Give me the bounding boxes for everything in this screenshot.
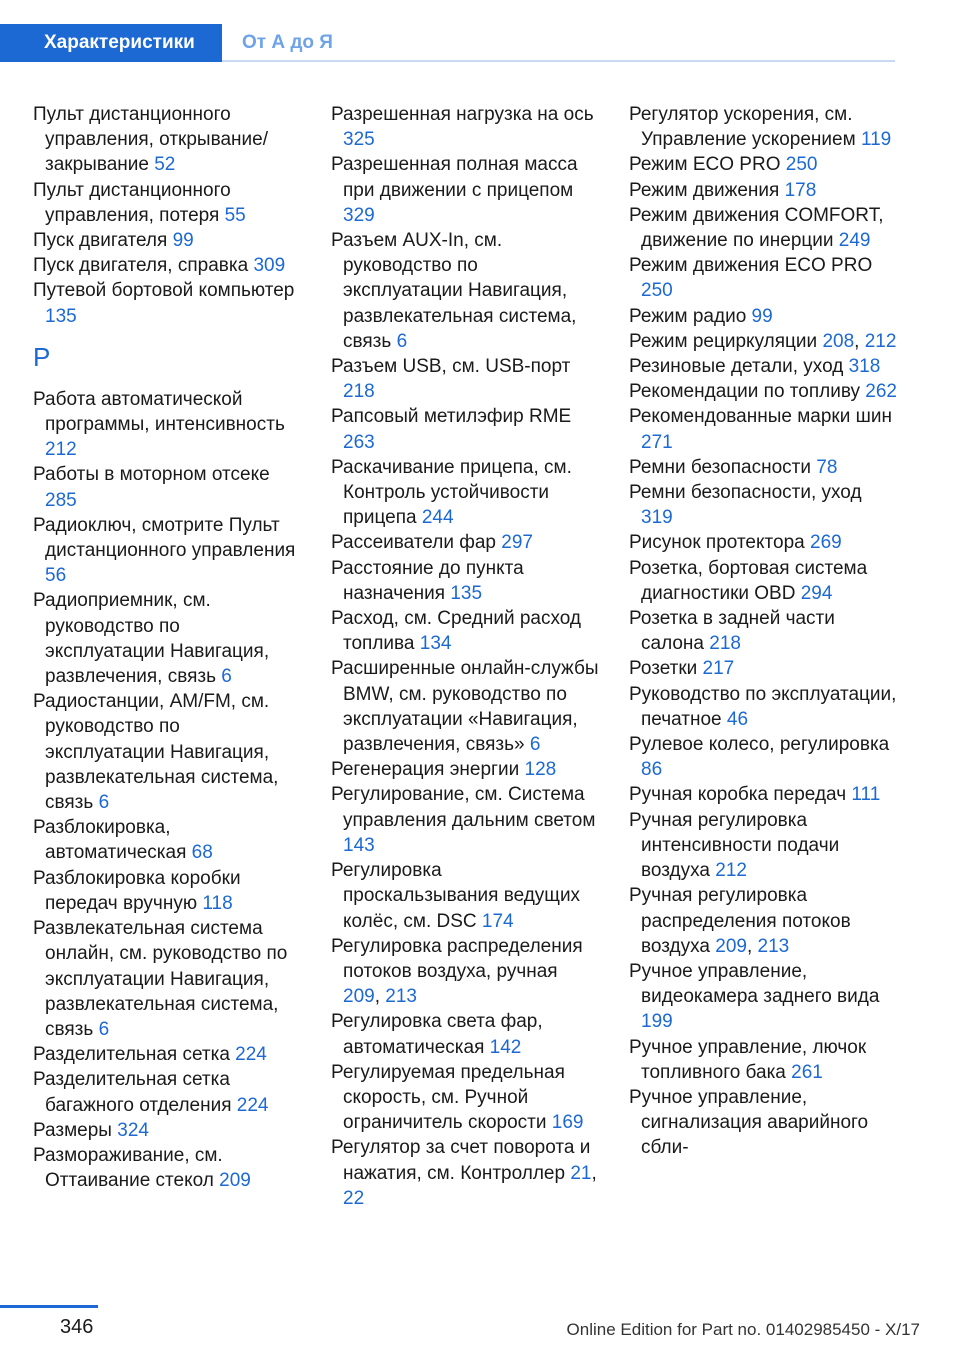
entry-text: Рапсовый метилэфир RME bbox=[331, 406, 572, 428]
footer-rule bbox=[0, 1305, 98, 1308]
index-entry bbox=[629, 1085, 897, 1161]
index-entry bbox=[629, 732, 897, 782]
index-entry bbox=[33, 178, 301, 228]
entry-text: Рассеиватели фар bbox=[331, 532, 496, 554]
index-entry bbox=[331, 606, 599, 656]
page-link[interactable]: 261 bbox=[791, 1061, 823, 1083]
index-entry bbox=[629, 1035, 897, 1085]
page-link[interactable]: 209 bbox=[343, 986, 375, 1008]
entry-text: Пуск двигателя, справка bbox=[33, 255, 249, 277]
entry-text: Работа автоматической программы, интенсивность bbox=[33, 388, 285, 436]
entry-text: Ручная регулировка интенсивности подачи воздуха bbox=[629, 809, 840, 882]
entry-text: Регулировка света фар, автоматическая bbox=[331, 1011, 543, 1058]
entry-text: Пульт дистанционного управления, открывание/закрывание bbox=[33, 104, 268, 176]
index-entry bbox=[629, 808, 897, 884]
page-link[interactable]: 128 bbox=[524, 759, 557, 781]
page-link[interactable]: 218 bbox=[709, 633, 741, 655]
page-link[interactable]: 118 bbox=[202, 892, 233, 914]
index-entry bbox=[33, 102, 301, 178]
page-link[interactable]: 319 bbox=[641, 507, 673, 529]
index-entry bbox=[331, 228, 599, 354]
page-link[interactable]: 6 bbox=[98, 792, 110, 814]
page-link[interactable]: 199 bbox=[641, 1011, 673, 1033]
index-column-1 bbox=[33, 102, 301, 1193]
page-link[interactable]: 68 bbox=[191, 842, 213, 864]
index-entry bbox=[629, 102, 897, 152]
page-link[interactable]: 297 bbox=[501, 532, 533, 554]
entry-text: Размораживание, см. Оттаивание стекол bbox=[33, 1144, 223, 1192]
entry-text: Расширенные онлайн-службы BMW, см. руководство по эксплуатации «Навигация, развлечения, связь» bbox=[331, 658, 599, 756]
page-link[interactable]: 134 bbox=[419, 633, 452, 655]
page-number: 346 bbox=[60, 1316, 94, 1338]
index-entry bbox=[629, 354, 897, 379]
index-entry bbox=[33, 916, 301, 1042]
page-link[interactable]: 135 bbox=[450, 582, 483, 604]
page-link[interactable]: 6 bbox=[529, 734, 541, 756]
entry-text: Рисунок протектора bbox=[629, 532, 805, 554]
entry-text: Розетка, бортовая система диагностики OBD bbox=[629, 557, 868, 604]
index-entry bbox=[629, 404, 897, 454]
index-entry bbox=[331, 782, 599, 858]
entry-text: Пульт дистанционного управления, потеря bbox=[33, 179, 231, 226]
entry-text: Разделительная сетка багажного отделения bbox=[33, 1069, 232, 1116]
page-link[interactable]: 55 bbox=[224, 204, 246, 226]
entry-text: Пуск двигателя bbox=[33, 230, 168, 252]
page-link[interactable]: 6 bbox=[221, 666, 232, 688]
index-column-3 bbox=[629, 102, 897, 1161]
page-link[interactable]: 78 bbox=[816, 456, 838, 478]
index-entry bbox=[33, 387, 301, 463]
index-entry bbox=[33, 462, 301, 512]
index-entry bbox=[331, 757, 599, 782]
page-link[interactable]: 212 bbox=[864, 330, 897, 352]
index-entry bbox=[629, 203, 897, 253]
page-link[interactable]: 6 bbox=[98, 1018, 110, 1040]
index-entry: Ручная регулировка распределения потоков воздуха 209, 213 bbox=[629, 885, 851, 957]
page-link[interactable]: 213 bbox=[385, 986, 417, 1008]
index-entry bbox=[629, 959, 897, 1035]
page-link[interactable]: 212 bbox=[715, 860, 747, 882]
page-link[interactable]: 142 bbox=[489, 1036, 522, 1058]
index-entry bbox=[33, 228, 301, 253]
page-link[interactable]: 174 bbox=[481, 910, 514, 932]
index-entry bbox=[33, 1042, 301, 1067]
entry-text: Регулирование, см. Система управления дальним светом bbox=[331, 784, 596, 831]
index-entry bbox=[33, 588, 301, 689]
index-entry bbox=[629, 656, 897, 681]
index-entry bbox=[629, 379, 897, 404]
entry-text: Разблокировка коробки передач вручную bbox=[33, 867, 241, 914]
page-link[interactable]: 224 bbox=[235, 1044, 267, 1066]
page-link[interactable]: 250 bbox=[785, 154, 818, 176]
entry-text: Работы в моторном отсеке bbox=[33, 464, 270, 486]
entry-text: Режим движения bbox=[629, 179, 780, 201]
index-entry bbox=[629, 178, 897, 203]
index-entry bbox=[331, 656, 599, 757]
entry-text: Разрешенная полная масса при движении с прицепом bbox=[331, 154, 578, 201]
entry-text: Радиоключ, смотрите Пульт дистанционного управления bbox=[33, 514, 296, 562]
entry-text: Руководство по эксплуатации, печатное bbox=[629, 683, 897, 730]
entry-text: Регенерация энергии bbox=[331, 759, 520, 781]
tab-a-to-z[interactable]: От А до Я bbox=[242, 32, 333, 53]
index-entry bbox=[331, 354, 599, 404]
entry-text: Радиостанции, AM/FM, см. руководство по эксплуатации Навигация, развлекательная система, связь bbox=[33, 691, 279, 814]
page-link[interactable]: 329 bbox=[343, 204, 375, 226]
page-link[interactable]: 208 bbox=[822, 330, 855, 352]
index-entry bbox=[629, 152, 897, 177]
entry-text: Резиновые детали, уход bbox=[629, 356, 844, 378]
page-link[interactable]: 249 bbox=[838, 230, 871, 252]
entry-text: Ручное управление, сигнализация аварийного сбли- bbox=[629, 1086, 869, 1159]
entry-text: Розетки bbox=[629, 658, 698, 680]
entry-text: Режим радио bbox=[629, 305, 747, 327]
index-entry bbox=[629, 556, 897, 606]
entry-text: Разблокировка, автоматическая bbox=[33, 817, 187, 864]
entry-text: Режим движения COMFORT, движение по инерции bbox=[629, 204, 884, 252]
index-entry bbox=[33, 1067, 301, 1117]
index-entry bbox=[629, 455, 897, 480]
page-link[interactable]: 213 bbox=[757, 935, 790, 957]
entry-text: Рекомендованные марки шин bbox=[629, 406, 892, 428]
entry-text: Регулировка распределения потоков воздуха, ручная bbox=[331, 935, 583, 982]
index-entry bbox=[33, 815, 301, 865]
index-entry bbox=[629, 253, 897, 303]
entry-text: Радиоприемник, см. руководство по эксплуатации Навигация, развлечения, связь bbox=[33, 590, 270, 688]
page-link[interactable]: 224 bbox=[236, 1094, 269, 1116]
tab-divider bbox=[222, 60, 895, 62]
entry-text: Ручная регулировка распределения потоков воздуха bbox=[629, 885, 851, 957]
page-link[interactable]: 269 bbox=[810, 532, 842, 554]
entry-text: Разъем USB, см. USB-порт bbox=[331, 356, 571, 378]
index-entry bbox=[33, 1143, 301, 1193]
index-entry bbox=[629, 530, 897, 555]
index-entry bbox=[33, 689, 301, 815]
entry-text: Разъем AUX-In, см. руководство по эксплуатации Навигация, развлекательная система, связь bbox=[331, 230, 577, 352]
entry-text: Регулировка проскальзывания ведущих колёс, см. DSC bbox=[331, 860, 581, 932]
entry-text: Регулятор за счет поворота и нажатия, см. Контроллер bbox=[331, 1137, 591, 1184]
entry-text: Разделительная сетка bbox=[33, 1044, 230, 1066]
index-entry bbox=[331, 530, 599, 555]
entry-text: Путевой бортовой компьютер bbox=[33, 280, 295, 302]
index-entry bbox=[331, 556, 599, 606]
page-link[interactable]: 111 bbox=[851, 784, 881, 806]
page-link[interactable]: 209 bbox=[219, 1170, 251, 1192]
index-entry bbox=[629, 480, 897, 530]
index-entry bbox=[33, 866, 301, 916]
entry-text: Ремни безопасности, уход bbox=[629, 482, 862, 504]
entry-text: Ручное управление, видеокамера заднего вида bbox=[629, 960, 880, 1008]
index-entry: Регулировка распределения потоков воздуха, ручная 209, 213 bbox=[331, 935, 583, 1008]
page-link[interactable]: 244 bbox=[421, 507, 454, 529]
entry-text: Размеры bbox=[33, 1119, 112, 1141]
entry-text: Регулятор ускорения, см. Управление ускорением bbox=[629, 104, 856, 151]
entry-text: Развлекательная система онлайн, см. руководство по эксплуатации Навигация, развлекательная система, связь bbox=[33, 918, 288, 1040]
page-link[interactable]: 309 bbox=[253, 255, 286, 277]
index-entry bbox=[331, 152, 599, 228]
page-link[interactable]: 262 bbox=[865, 381, 897, 403]
page-link[interactable]: 56 bbox=[45, 565, 67, 587]
page-link[interactable]: 318 bbox=[848, 356, 881, 378]
entry-text: Режим рециркуляции bbox=[629, 330, 818, 352]
section-letter: Р bbox=[33, 341, 51, 372]
index-column-2 bbox=[331, 102, 599, 1211]
entry-text: Режим движения ECO PRO bbox=[629, 255, 873, 277]
page-link[interactable]: 86 bbox=[641, 759, 663, 781]
tab-characteristics[interactable]: Характеристики bbox=[0, 24, 222, 62]
entry-text: Ручная коробка передач bbox=[629, 784, 847, 806]
entry-text: Ремни безопасности bbox=[629, 456, 811, 478]
index-entry bbox=[331, 102, 599, 152]
index-entry bbox=[629, 682, 897, 732]
index-entry bbox=[331, 1060, 599, 1136]
index-entry: Режим рециркуляции 208, 212 bbox=[629, 330, 897, 352]
entry-text: Разрешенная нагрузка на ось bbox=[331, 104, 594, 125]
index-entry bbox=[33, 278, 301, 328]
page-link[interactable]: 263 bbox=[343, 431, 375, 453]
index-entry bbox=[33, 1118, 301, 1143]
entry-text: Регулируемая предельная скорость, см. Ручной ограничитель скорости bbox=[331, 1061, 565, 1134]
page-link[interactable]: 212 bbox=[45, 439, 77, 461]
page-link[interactable]: 21 bbox=[570, 1162, 592, 1184]
index-entry bbox=[331, 1009, 599, 1059]
page-link[interactable]: 217 bbox=[702, 658, 735, 680]
page-link[interactable]: 143 bbox=[343, 834, 375, 856]
page-link[interactable]: 178 bbox=[784, 179, 817, 201]
index-entry bbox=[331, 455, 599, 531]
index-entry bbox=[629, 606, 897, 656]
page-link[interactable]: 250 bbox=[641, 280, 673, 302]
page-link[interactable]: 119 bbox=[860, 129, 892, 151]
index-entry bbox=[331, 858, 599, 934]
index-entry bbox=[33, 253, 301, 278]
page-link[interactable]: 209 bbox=[715, 935, 747, 957]
page-link[interactable]: 294 bbox=[800, 582, 833, 604]
header-tabs bbox=[0, 24, 895, 62]
page-link[interactable]: 52 bbox=[154, 154, 176, 176]
page-link[interactable]: 325 bbox=[343, 129, 375, 151]
page-link[interactable]: 6 bbox=[396, 330, 408, 352]
index-entry bbox=[629, 304, 897, 329]
page-link[interactable]: 285 bbox=[45, 489, 77, 511]
page-link[interactable]: 169 bbox=[551, 1112, 584, 1134]
index-entry bbox=[33, 513, 301, 589]
entry-text: Рулевое колесо, регулировка bbox=[629, 734, 890, 756]
entry-text: Розетка в задней части салона bbox=[629, 608, 835, 655]
page-link[interactable]: 99 bbox=[172, 230, 194, 252]
entry-text: Расход, см. Средний расход топлива bbox=[331, 608, 581, 655]
entry-text: Ручное управление, лючок топливного бака bbox=[629, 1036, 867, 1083]
page-link[interactable]: 46 bbox=[726, 708, 749, 730]
index-entry bbox=[331, 404, 599, 454]
page-link[interactable]: 271 bbox=[641, 431, 673, 453]
entry-text: Рекомендации по топливу bbox=[629, 381, 861, 403]
index-entry bbox=[629, 782, 897, 807]
entry-text: Расстояние до пункта назначения bbox=[331, 557, 524, 604]
page-link[interactable]: 135 bbox=[45, 305, 77, 327]
index-entry: Регулятор за счет поворота и нажатия, см. Контроллер 21, 22 bbox=[331, 1137, 597, 1209]
edition-note: Online Edition for Part no. 01402985450 - X/17 bbox=[566, 1320, 920, 1339]
page-link[interactable]: 218 bbox=[343, 381, 375, 403]
entry-text: Режим ECO PRO bbox=[629, 154, 781, 176]
page-link[interactable]: 324 bbox=[117, 1119, 149, 1141]
entry-text: Раскачивание прицепа, см. Контроль устойчивости прицепа bbox=[331, 456, 572, 529]
page-link[interactable]: 22 bbox=[343, 1187, 365, 1209]
page-link[interactable]: 99 bbox=[751, 305, 773, 327]
